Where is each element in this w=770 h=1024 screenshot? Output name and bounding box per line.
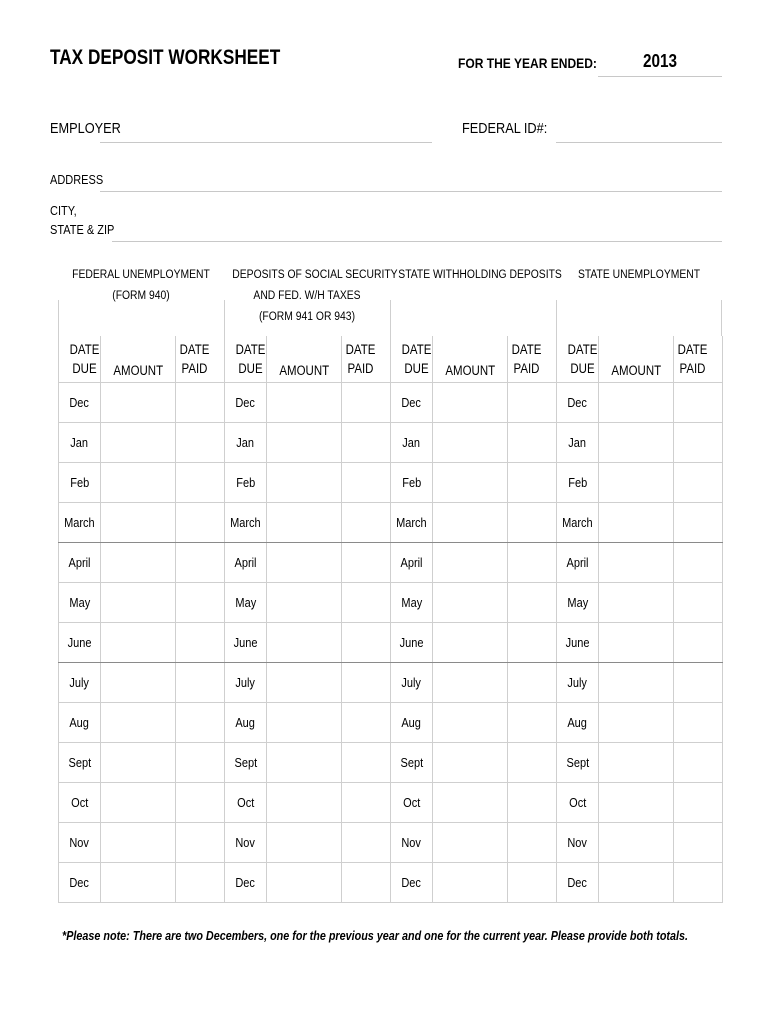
amount-cell[interactable] xyxy=(433,863,508,903)
month-label: Dec xyxy=(567,395,588,410)
year-ended-value: 2013 xyxy=(642,51,678,71)
date-paid-cell[interactable] xyxy=(508,743,557,783)
table-row xyxy=(59,863,723,903)
section-state-unemployment xyxy=(556,265,722,286)
month-label: Dec xyxy=(69,875,90,890)
date-paid-cell[interactable] xyxy=(508,623,557,663)
date-paid-header-line1: DATE xyxy=(180,342,210,357)
amount-header xyxy=(433,336,508,383)
amount-cell[interactable] xyxy=(599,703,674,743)
date-paid-header-line1: DATE xyxy=(346,342,376,357)
month-cell xyxy=(391,623,433,663)
footnote: *Please note: There are two Decembers, one for the previous year and one for the current year. Please provide both totals. xyxy=(62,928,689,943)
date-paid-header xyxy=(176,336,225,383)
date-paid-cell[interactable] xyxy=(176,463,225,503)
month-label: Dec xyxy=(69,395,90,410)
month-label: Nov xyxy=(567,835,588,850)
section-divider xyxy=(58,300,59,336)
section-heading-line: (FORM 940) xyxy=(112,290,170,302)
date-paid-cell[interactable] xyxy=(508,583,557,623)
date-paid-cell[interactable] xyxy=(508,823,557,863)
month-cell xyxy=(225,863,267,903)
amount-cell[interactable] xyxy=(433,383,508,423)
month-cell xyxy=(557,463,599,503)
section-heading-line: DEPOSITS OF SOCIAL SECURITY xyxy=(232,269,398,281)
month-cell xyxy=(225,703,267,743)
month-cell xyxy=(557,743,599,783)
amount-cell[interactable] xyxy=(433,543,508,583)
year-ended-field[interactable] xyxy=(598,48,722,77)
date-paid-cell[interactable] xyxy=(508,703,557,743)
amount-cell[interactable] xyxy=(599,783,674,823)
date-paid-cell[interactable] xyxy=(342,703,391,743)
date-paid-cell[interactable] xyxy=(342,503,391,543)
table-row xyxy=(59,703,723,743)
month-cell xyxy=(225,783,267,823)
date-paid-cell[interactable] xyxy=(674,863,723,903)
section-heading-line: FEDERAL UNEMPLOYMENT xyxy=(72,269,210,281)
amount-cell[interactable] xyxy=(267,823,342,863)
date-paid-cell[interactable] xyxy=(674,543,723,583)
amount-header xyxy=(599,336,674,383)
month-cell xyxy=(557,383,599,423)
month-cell xyxy=(225,583,267,623)
month-cell xyxy=(59,543,101,583)
month-label: Sept xyxy=(68,755,91,770)
amount-header-text: AMOUNT xyxy=(445,363,495,378)
month-cell xyxy=(557,823,599,863)
amount-cell[interactable] xyxy=(101,703,176,743)
date-due-header xyxy=(557,336,599,383)
amount-cell[interactable] xyxy=(433,783,508,823)
month-cell xyxy=(557,663,599,703)
month-cell xyxy=(557,543,599,583)
date-paid-cell[interactable] xyxy=(176,583,225,623)
date-paid-header-line2: PAID xyxy=(680,361,706,376)
date-paid-cell[interactable] xyxy=(176,703,225,743)
date-paid-cell[interactable] xyxy=(674,743,723,783)
month-label: Dec xyxy=(235,875,256,890)
month-cell xyxy=(557,863,599,903)
amount-cell[interactable] xyxy=(101,863,176,903)
amount-cell[interactable] xyxy=(433,823,508,863)
amount-cell[interactable] xyxy=(101,463,176,503)
date-due-header xyxy=(225,336,267,383)
month-cell xyxy=(391,823,433,863)
month-cell xyxy=(59,783,101,823)
date-paid-cell[interactable] xyxy=(674,663,723,703)
date-paid-cell[interactable] xyxy=(176,383,225,423)
table-row xyxy=(59,823,723,863)
amount-cell[interactable] xyxy=(267,503,342,543)
date-paid-cell[interactable] xyxy=(342,783,391,823)
date-paid-cell[interactable] xyxy=(342,383,391,423)
date-paid-header xyxy=(674,336,723,383)
month-label: Oct xyxy=(568,795,587,810)
month-label: April xyxy=(566,555,589,570)
month-cell xyxy=(557,583,599,623)
table-row xyxy=(59,383,723,423)
month-cell xyxy=(557,423,599,463)
month-cell xyxy=(59,823,101,863)
date-paid-cell[interactable] xyxy=(176,743,225,783)
amount-cell[interactable] xyxy=(267,663,342,703)
month-cell xyxy=(391,783,433,823)
date-paid-cell[interactable] xyxy=(674,823,723,863)
date-paid-cell[interactable] xyxy=(176,823,225,863)
amount-header-text: AMOUNT xyxy=(611,363,661,378)
month-label: Jan xyxy=(402,435,421,450)
month-label: Feb xyxy=(402,475,421,490)
date-paid-cell[interactable] xyxy=(176,623,225,663)
section-heading-line: STATE WITHHOLDING DEPOSITS xyxy=(398,269,562,281)
date-paid-cell[interactable] xyxy=(674,703,723,743)
month-cell xyxy=(225,463,267,503)
month-cell xyxy=(59,383,101,423)
month-cell xyxy=(557,703,599,743)
amount-cell[interactable] xyxy=(267,863,342,903)
date-paid-cell[interactable] xyxy=(176,783,225,823)
month-cell xyxy=(225,663,267,703)
amount-cell[interactable] xyxy=(101,543,176,583)
date-paid-cell[interactable] xyxy=(508,383,557,423)
month-cell xyxy=(391,383,433,423)
date-paid-cell[interactable] xyxy=(342,423,391,463)
month-label: April xyxy=(234,555,257,570)
amount-cell[interactable] xyxy=(433,463,508,503)
month-cell xyxy=(59,463,101,503)
month-label: Aug xyxy=(567,715,588,730)
month-cell xyxy=(59,663,101,703)
month-label: Aug xyxy=(235,715,256,730)
city-label: CITY, xyxy=(50,204,77,218)
amount-cell[interactable] xyxy=(101,503,176,543)
month-label: Feb xyxy=(236,475,255,490)
state-zip-label: STATE & ZIP xyxy=(50,223,115,237)
month-label: May xyxy=(401,595,422,610)
date-paid-cell[interactable] xyxy=(674,463,723,503)
date-paid-cell[interactable] xyxy=(342,463,391,503)
amount-cell[interactable] xyxy=(101,743,176,783)
month-label: March xyxy=(396,515,427,530)
month-cell xyxy=(225,823,267,863)
date-due-header xyxy=(59,336,101,383)
amount-cell[interactable] xyxy=(101,383,176,423)
table-row xyxy=(59,743,723,783)
amount-cell[interactable] xyxy=(267,383,342,423)
amount-cell[interactable] xyxy=(599,823,674,863)
month-label: March xyxy=(562,515,593,530)
month-cell xyxy=(391,503,433,543)
amount-cell[interactable] xyxy=(599,503,674,543)
date-paid-cell[interactable] xyxy=(508,503,557,543)
section-heading-line: AND FED. W/H TAXES xyxy=(253,290,361,302)
month-label: May xyxy=(69,595,90,610)
month-label: June xyxy=(67,635,92,650)
amount-cell[interactable] xyxy=(599,423,674,463)
amount-cell[interactable] xyxy=(267,543,342,583)
table-row xyxy=(59,623,723,663)
address-label: ADDRESS xyxy=(50,173,104,187)
date-paid-cell[interactable] xyxy=(674,623,723,663)
month-label: March xyxy=(64,515,95,530)
amount-cell[interactable] xyxy=(267,583,342,623)
month-label: May xyxy=(235,595,256,610)
month-cell xyxy=(391,543,433,583)
month-label: Dec xyxy=(401,395,422,410)
date-paid-cell[interactable] xyxy=(508,663,557,703)
month-cell xyxy=(225,383,267,423)
month-cell xyxy=(557,503,599,543)
month-label: July xyxy=(69,675,90,690)
section-divider xyxy=(556,300,557,336)
month-label: Aug xyxy=(401,715,422,730)
date-paid-cell[interactable] xyxy=(508,463,557,503)
date-due-header-line1: DATE xyxy=(567,342,598,357)
month-label: July xyxy=(235,675,256,690)
amount-cell[interactable] xyxy=(599,743,674,783)
amount-cell[interactable] xyxy=(101,423,176,463)
amount-cell[interactable] xyxy=(599,863,674,903)
year-ended-label: FOR THE YEAR ENDED: xyxy=(458,55,597,71)
date-paid-cell[interactable] xyxy=(176,423,225,463)
month-cell xyxy=(391,663,433,703)
month-label: May xyxy=(567,595,588,610)
section-divider xyxy=(224,300,225,336)
month-label: Jan xyxy=(70,435,89,450)
month-cell xyxy=(225,543,267,583)
table-row xyxy=(59,463,723,503)
table-row xyxy=(59,543,723,583)
city-state-zip-field[interactable] xyxy=(112,241,722,242)
date-paid-cell[interactable] xyxy=(508,863,557,903)
month-label: Jan xyxy=(236,435,255,450)
month-cell xyxy=(391,703,433,743)
date-paid-cell[interactable] xyxy=(342,743,391,783)
date-due-header-line2: DUE xyxy=(404,361,429,376)
section-heading-line: STATE UNEMPLOYMENT xyxy=(577,269,701,281)
date-paid-cell[interactable] xyxy=(674,423,723,463)
month-label: Oct xyxy=(402,795,421,810)
month-label: Jan xyxy=(568,435,587,450)
month-label: Feb xyxy=(70,475,89,490)
month-label: Nov xyxy=(235,835,256,850)
month-label: Nov xyxy=(401,835,422,850)
month-cell xyxy=(225,743,267,783)
month-cell xyxy=(557,623,599,663)
month-cell xyxy=(225,503,267,543)
date-paid-header-line1: DATE xyxy=(512,342,542,357)
amount-cell[interactable] xyxy=(599,583,674,623)
date-paid-cell[interactable] xyxy=(176,663,225,703)
date-paid-header-line2: PAID xyxy=(514,361,540,376)
date-paid-cell[interactable] xyxy=(342,623,391,663)
month-cell xyxy=(391,863,433,903)
month-label: Sept xyxy=(234,755,257,770)
date-paid-cell[interactable] xyxy=(674,583,723,623)
month-cell xyxy=(59,423,101,463)
amount-header-text: AMOUNT xyxy=(279,363,329,378)
date-paid-cell[interactable] xyxy=(176,863,225,903)
month-cell xyxy=(225,623,267,663)
amount-header-text: AMOUNT xyxy=(113,363,163,378)
month-label: Dec xyxy=(401,875,422,890)
date-due-header-line1: DATE xyxy=(235,342,266,357)
amount-cell[interactable] xyxy=(599,623,674,663)
month-label: Sept xyxy=(400,755,423,770)
date-paid-cell[interactable] xyxy=(508,543,557,583)
amount-cell[interactable] xyxy=(433,583,508,623)
amount-cell[interactable] xyxy=(267,743,342,783)
month-label: April xyxy=(68,555,91,570)
month-label: June xyxy=(565,635,590,650)
amount-header xyxy=(101,336,176,383)
table-row xyxy=(59,583,723,623)
section-social-security xyxy=(224,265,398,328)
section-state-withholding xyxy=(390,265,562,286)
date-due-header-line2: DUE xyxy=(238,361,263,376)
date-paid-header-line2: PAID xyxy=(348,361,374,376)
section-divider xyxy=(721,300,722,336)
date-paid-header-line1: DATE xyxy=(678,342,708,357)
federal-id-field[interactable] xyxy=(556,142,722,143)
date-paid-cell[interactable] xyxy=(342,863,391,903)
date-due-header-line1: DATE xyxy=(69,342,100,357)
amount-cell[interactable] xyxy=(599,463,674,503)
amount-cell[interactable] xyxy=(599,383,674,423)
month-cell xyxy=(391,463,433,503)
date-paid-cell[interactable] xyxy=(176,503,225,543)
amount-cell[interactable] xyxy=(433,623,508,663)
month-cell xyxy=(59,583,101,623)
date-paid-cell[interactable] xyxy=(674,383,723,423)
table-row xyxy=(59,783,723,823)
amount-cell[interactable] xyxy=(433,743,508,783)
section-divider xyxy=(390,300,391,336)
date-paid-header xyxy=(342,336,391,383)
amount-cell[interactable] xyxy=(267,783,342,823)
month-cell xyxy=(557,783,599,823)
amount-cell[interactable] xyxy=(101,623,176,663)
table-row xyxy=(59,503,723,543)
month-cell xyxy=(391,743,433,783)
month-label: Aug xyxy=(69,715,90,730)
month-label: June xyxy=(233,635,258,650)
column-header-row xyxy=(59,336,723,383)
amount-cell[interactable] xyxy=(433,663,508,703)
month-label: Nov xyxy=(69,835,90,850)
amount-cell[interactable] xyxy=(267,463,342,503)
month-label: March xyxy=(230,515,261,530)
page-title: TAX DEPOSIT WORKSHEET xyxy=(50,46,281,69)
month-cell xyxy=(59,623,101,663)
date-paid-cell[interactable] xyxy=(508,783,557,823)
month-cell xyxy=(59,743,101,783)
section-heading-line: (FORM 941 OR 943) xyxy=(258,311,356,323)
address-field[interactable] xyxy=(100,191,722,192)
amount-cell[interactable] xyxy=(433,423,508,463)
date-paid-cell[interactable] xyxy=(508,423,557,463)
date-paid-cell[interactable] xyxy=(342,583,391,623)
federal-id-label: FEDERAL ID#: xyxy=(462,120,548,137)
date-paid-cell[interactable] xyxy=(342,663,391,703)
date-paid-cell[interactable] xyxy=(674,503,723,543)
month-label: April xyxy=(400,555,423,570)
month-label: Dec xyxy=(567,875,588,890)
date-paid-cell[interactable] xyxy=(674,783,723,823)
month-label: Dec xyxy=(235,395,256,410)
date-due-header-line2: DUE xyxy=(570,361,595,376)
month-label: Feb xyxy=(568,475,587,490)
section-federal-unemployment xyxy=(58,265,224,307)
table-row xyxy=(59,663,723,703)
month-cell xyxy=(59,863,101,903)
amount-cell[interactable] xyxy=(101,823,176,863)
amount-cell[interactable] xyxy=(267,703,342,743)
amount-cell[interactable] xyxy=(433,703,508,743)
month-label: Oct xyxy=(70,795,89,810)
deposit-grid xyxy=(58,336,723,903)
month-cell xyxy=(225,423,267,463)
month-label: Sept xyxy=(566,755,589,770)
date-paid-cell[interactable] xyxy=(176,543,225,583)
amount-header xyxy=(267,336,342,383)
amount-cell[interactable] xyxy=(101,663,176,703)
amount-cell[interactable] xyxy=(267,423,342,463)
date-paid-cell[interactable] xyxy=(342,543,391,583)
amount-cell[interactable] xyxy=(101,583,176,623)
date-paid-cell[interactable] xyxy=(342,823,391,863)
month-cell xyxy=(59,703,101,743)
month-label: July xyxy=(401,675,422,690)
amount-cell[interactable] xyxy=(599,543,674,583)
month-label: June xyxy=(399,635,424,650)
employer-label: EMPLOYER xyxy=(50,120,121,137)
date-paid-header-line2: PAID xyxy=(182,361,208,376)
date-due-header xyxy=(391,336,433,383)
amount-cell[interactable] xyxy=(599,663,674,703)
date-paid-header xyxy=(508,336,557,383)
date-due-header-line1: DATE xyxy=(401,342,432,357)
month-cell xyxy=(391,583,433,623)
month-label: July xyxy=(567,675,588,690)
table-row xyxy=(59,423,723,463)
month-cell xyxy=(59,503,101,543)
amount-cell[interactable] xyxy=(433,503,508,543)
amount-cell[interactable] xyxy=(267,623,342,663)
employer-field[interactable] xyxy=(100,142,432,143)
amount-cell[interactable] xyxy=(101,783,176,823)
month-label: Oct xyxy=(236,795,255,810)
month-cell xyxy=(391,423,433,463)
date-due-header-line2: DUE xyxy=(72,361,97,376)
